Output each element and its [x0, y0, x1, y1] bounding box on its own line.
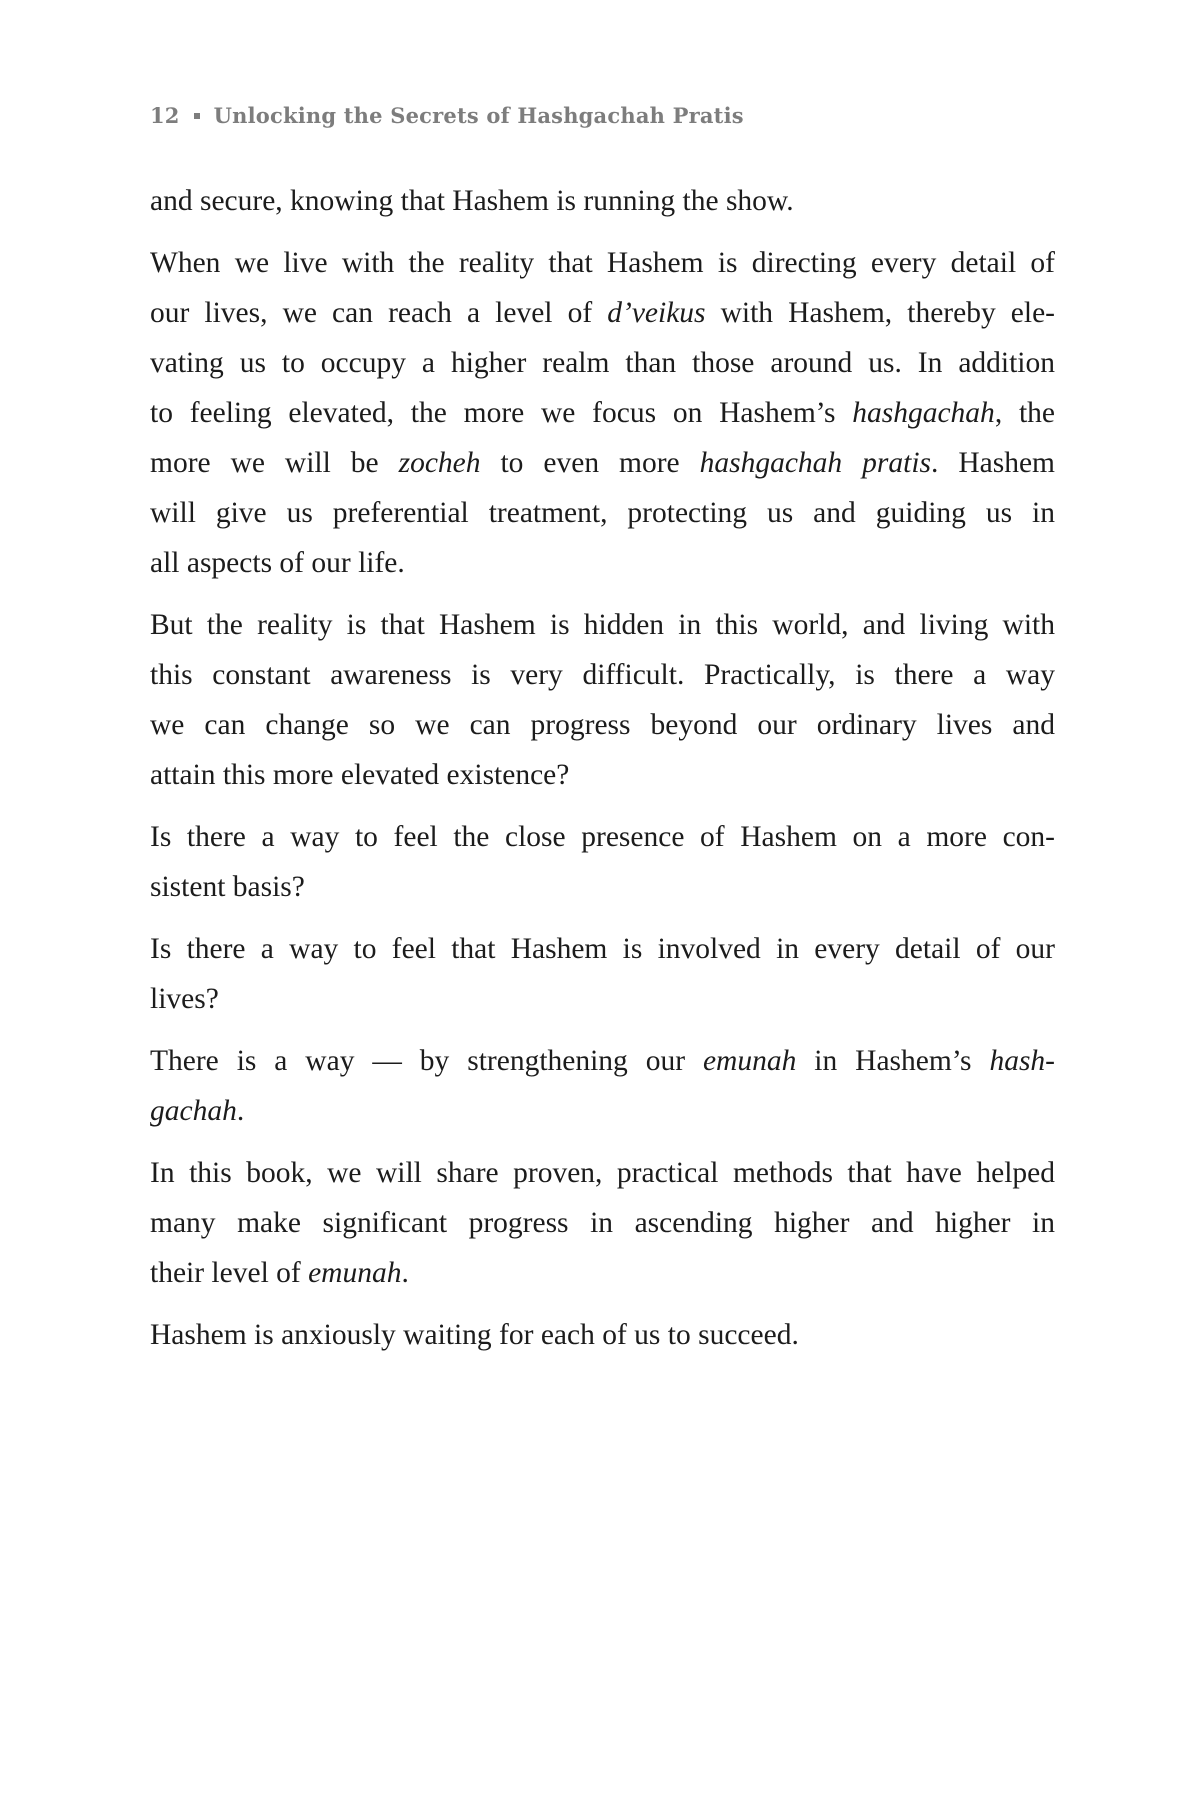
text-line: [150, 924, 1055, 974]
text-run: to feeling elevated, the more we focus on Hashem’s: [150, 397, 853, 429]
text-run: But the reality is that Hashem is hidden in this world, and living with: [150, 609, 1055, 641]
text-run: When we live with the reality that Hashem is directing every detail of: [150, 247, 1055, 279]
text-run: Is there a way to feel the close presence of Hashem on a more con-: [150, 821, 1055, 853]
text-run: and secure, knowing that Hashem is running the show.: [150, 185, 794, 217]
running-head: [150, 103, 744, 128]
paragraph: [150, 1148, 1055, 1298]
text-run: Hashem is anxiously waiting for each of us to succeed.: [150, 1319, 799, 1351]
text-run: with Hashem, thereby ele-: [705, 297, 1056, 329]
text-line: [150, 288, 1055, 338]
paragraph: [150, 238, 1055, 588]
paragraph: [150, 176, 1055, 226]
text-line: [150, 1086, 1055, 1136]
text-line: [150, 1148, 1055, 1198]
text-line: [150, 862, 1055, 912]
text-line: [150, 388, 1055, 438]
text-line: [150, 600, 1055, 650]
text-run: their level of: [150, 1257, 309, 1289]
text-line: [150, 176, 1055, 226]
text-line: [150, 750, 1055, 800]
text-run: There is a way — by strengthening our: [150, 1045, 703, 1077]
paragraph: [150, 924, 1055, 1024]
text-run: In this book, we will share proven, practical methods that have helped: [150, 1157, 1055, 1189]
book-title: Unlocking the Secrets of Hashgachah Pratis: [213, 103, 744, 128]
text-line: [150, 1198, 1055, 1248]
text-line: [150, 650, 1055, 700]
italic-text-run: hashgachah: [852, 397, 995, 429]
text-line: [150, 488, 1055, 538]
text-line: [150, 1036, 1055, 1086]
paragraph: [150, 600, 1055, 800]
italic-text-run: hash-: [989, 1045, 1055, 1077]
text-run: we can change so we can progress beyond our ordinary lives and: [150, 709, 1055, 741]
italic-text-run: emunah: [702, 1045, 797, 1077]
text-run: many make significant progress in ascending higher and higher in: [150, 1207, 1055, 1239]
text-run: Is there a way to feel that Hashem is involved in every detail of our: [150, 933, 1055, 965]
bullet-separator-icon: [194, 113, 200, 119]
text-run: to even more: [480, 447, 700, 479]
text-line: [150, 1310, 1055, 1360]
italic-text-run: zocheh: [398, 447, 481, 479]
text-run: will give us preferential treatment, protecting us and guiding us in: [150, 497, 1055, 529]
text-run: . Hashem: [931, 447, 1056, 479]
text-line: [150, 812, 1055, 862]
text-line: [150, 974, 1055, 1024]
text-run: , the: [994, 397, 1055, 429]
italic-text-run: d’veikus: [607, 297, 706, 329]
text-run: all aspects of our life.: [150, 547, 405, 579]
text-line: [150, 238, 1055, 288]
text-run: sistent basis?: [150, 871, 305, 903]
text-line: [150, 1248, 1055, 1298]
text-run: .: [401, 1257, 409, 1289]
text-line: [150, 438, 1055, 488]
text-run: lives?: [150, 983, 219, 1015]
italic-text-run: emunah: [308, 1257, 402, 1289]
text-line: [150, 538, 1055, 588]
italic-text-run: gachah: [150, 1095, 237, 1127]
text-run: .: [236, 1095, 245, 1127]
paragraph: [150, 1310, 1055, 1360]
text-run: in Hashem’s: [796, 1045, 990, 1077]
text-run: more we will be: [150, 447, 399, 479]
paragraph: [150, 1036, 1055, 1136]
page-number: 12: [150, 103, 180, 128]
text-run: vating us to occupy a higher realm than those around us. In addition: [150, 347, 1055, 379]
italic-text-run: hashgachah pratis: [699, 447, 931, 479]
text-run: our lives, we can reach a level of: [150, 297, 608, 329]
text-run: attain this more elevated existence?: [150, 759, 570, 791]
paragraph: [150, 812, 1055, 912]
text-line: [150, 700, 1055, 750]
text-line: [150, 338, 1055, 388]
text-run: this constant awareness is very difficult. Practically, is there a way: [150, 659, 1055, 691]
body-text: [150, 176, 1055, 1372]
